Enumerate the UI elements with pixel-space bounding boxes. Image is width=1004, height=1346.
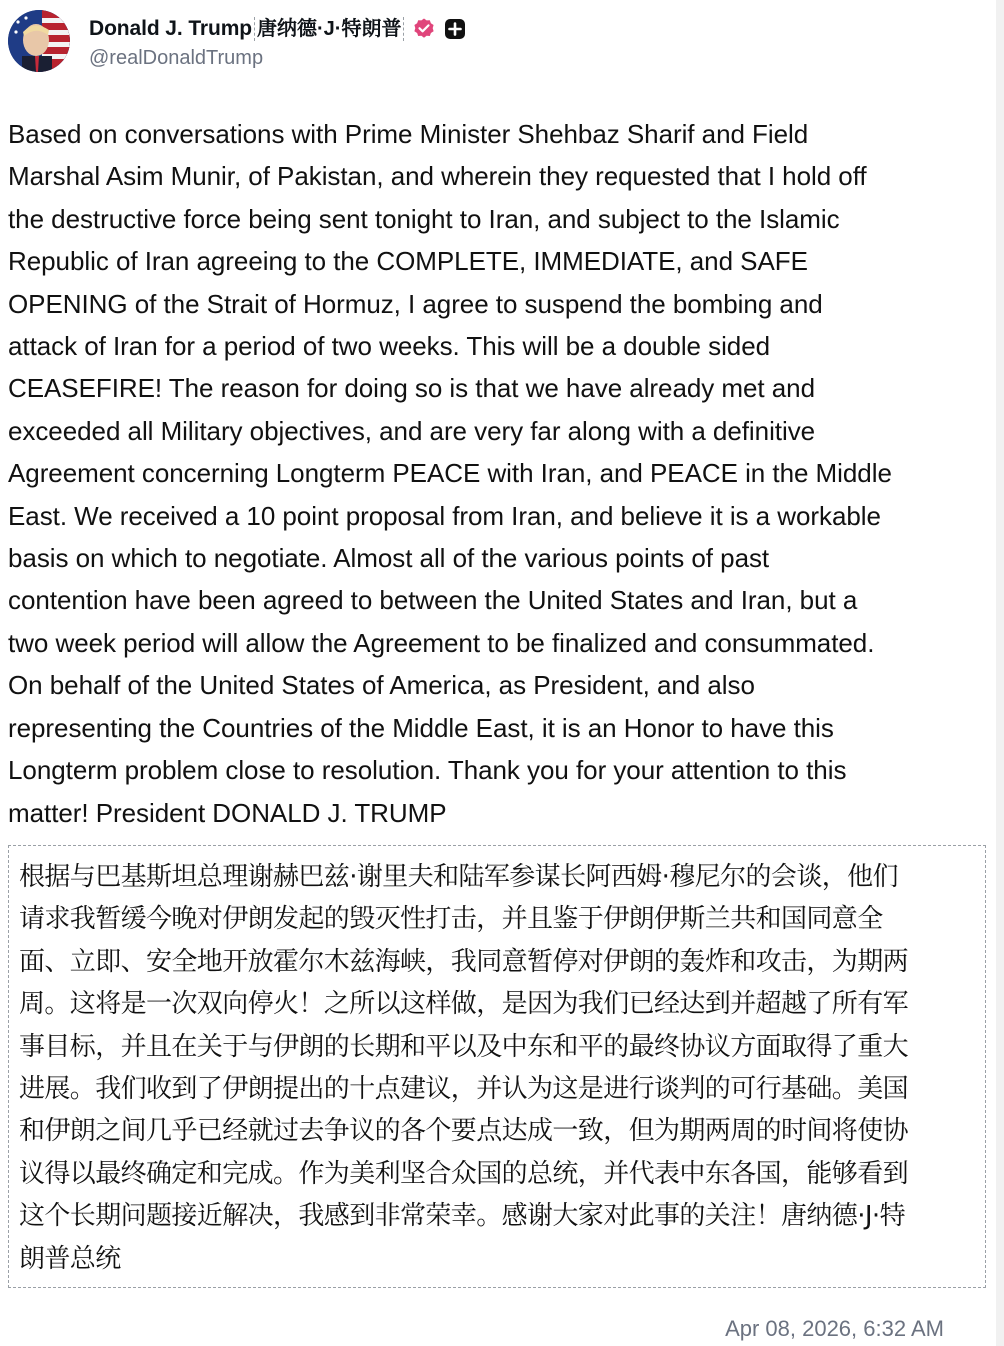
- translation-box: [8, 845, 986, 1288]
- avatar-image: [8, 10, 70, 72]
- post-timestamp[interactable]: Apr 08, 2026, 6:32 AM: [725, 1316, 944, 1341]
- author-handle[interactable]: @realDonaldTrump: [89, 46, 264, 69]
- verified-badge-icon: [412, 17, 436, 41]
- page-scrollbar[interactable]: [996, 0, 1004, 1346]
- author-names: [89, 13, 466, 70]
- post-header: [8, 8, 466, 74]
- author-translated-name: 唐纳德·J·特朗普: [254, 17, 404, 41]
- author-avatar[interactable]: [8, 10, 70, 72]
- post-text: Based on conversations with Prime Minister Shehbaz Sharif and Field Marshal Asim Munir, of Pakistan, and wherein they requested that I hold off the destructive force being sent tonight to Iran, and subject to the Islamic Republic of Iran agreeing to the COMPLETE, IMMEDIATE, and SAFE OPENING of the Strait of Hormuz, I agree to suspend the bombing and attack of Iran for a period of two weeks. This will be a double sided CEASEFIRE! The reason for doing so is that we have already met and exceeded all Military objectives, and are very far along with a definitive Agreement concerning Longterm PEACE with Iran, and PEACE in the Middle East. We received a 10 point proposal from Iran, and believe it is a workable basis on which to negotiate. Almost all of the various points of past contention have been agreed to between the United States and Iran, but a two week period will allow the Agreement to be finalized and consummated. On behalf of the United States of America, as President, and also representing the Countries of the Middle East, it is an Honor to have this Longterm problem close to resolution. Thank you for your attention to this matter! President DONALD J. TRUMP: [8, 119, 892, 828]
- post-translation: 根据与巴基斯坦总理谢赫巴兹·谢里夫和陆军参谋长阿西姆·穆尼尔的会谈，他们 请求我暂缓今晚对伊朗发起的毁灭性打击，并且鉴于伊朗伊斯兰共和国同意全 面、立即、安全地开放霍尔木兹海峡，我同意暂停对伊朗的轰炸和攻击，为期两 周。这将是一次双向停火！之所以这样做，是因为我们已经达到并超越了所有军 事目标，并且在关于与伊朗的长期和平以及中东和平的最终协议方面取得了重大 进展。我们收到了伊朗提出的十点建议，并认为这是进行谈判的可行基础。美国 和伊朗之间几乎已经就过去争议的各个要点达成一致，但为期两周的时间将使协 议得以最终确定和完成。作为美利坚合众国的总统，并代表中东各国，能够看到 这个长期问题接近解决，我感到非常荣幸。感谢大家对此事的关注！唐纳德·J·特 朗普总统: [19, 862, 909, 1274]
- author-display-name[interactable]: Donald J. Trump: [89, 16, 253, 40]
- name-row: [89, 15, 466, 43]
- plus-icon[interactable]: [444, 18, 466, 40]
